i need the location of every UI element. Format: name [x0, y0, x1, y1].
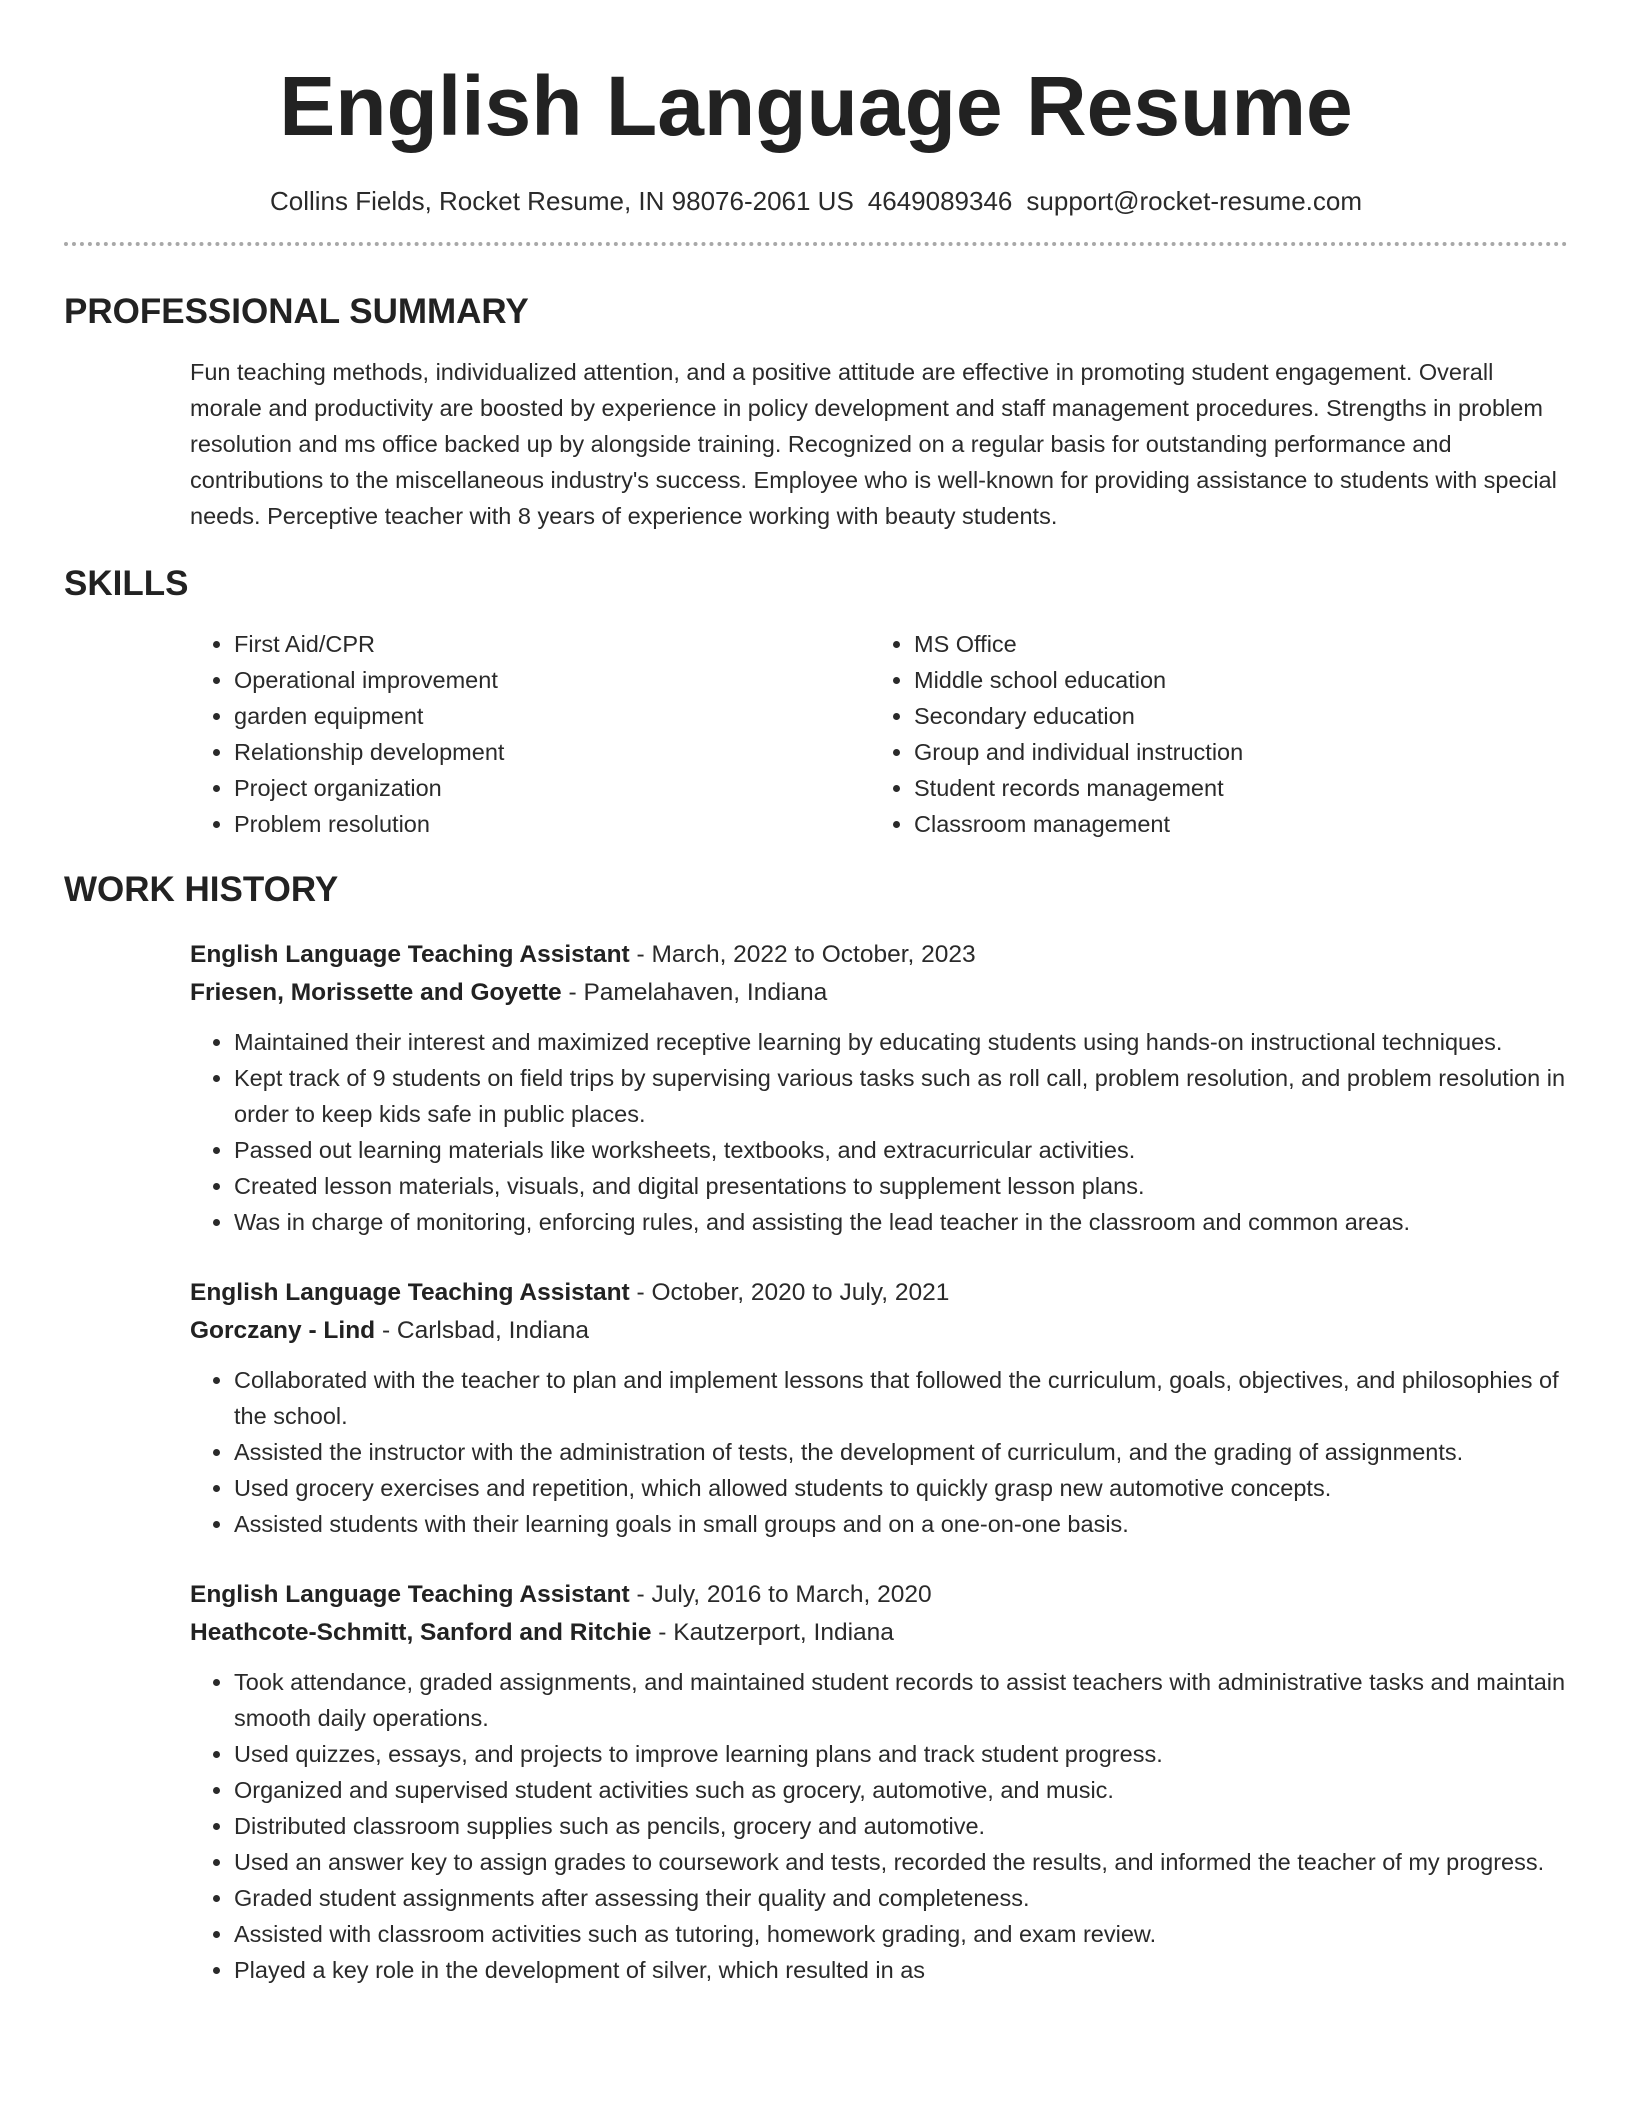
- job-dates: July, 2016 to March, 2020: [651, 1581, 932, 1608]
- job-bullet: • Used an answer key to assign grades to coursework and tests, recorded the results, and informed the teacher of my progress.: [234, 1844, 1579, 1880]
- job-position: English Language Teaching Assistant: [190, 1279, 630, 1306]
- job-location: Kautzerport, Indiana: [673, 1619, 894, 1646]
- job-title-line: English Language Teaching Assistant - March, 2022 to October, 2023: [190, 941, 976, 968]
- contact-line: [64, 184, 1568, 218]
- contact-phone: 4649089346: [867, 186, 1013, 216]
- job-bullet: • Kept track of 9 students on field trips by supervising various tasks such as roll call, problem resolution, and problem resolution in order to keep kids safe in public places.: [234, 1060, 1579, 1132]
- skill-item: • Group and individual instruction: [914, 734, 1550, 770]
- job-bullet: • Used quizzes, essays, and projects to improve learning plans and track student progress.: [234, 1736, 1579, 1772]
- job-bullets: [190, 1024, 1579, 1240]
- resume-page: [64, 0, 1568, 1988]
- job-position: English Language Teaching Assistant: [190, 941, 630, 968]
- job-bullet: • Assisted the instructor with the administration of tests, the development of curriculum, and the grading of assignments.: [234, 1434, 1579, 1470]
- skill-item: • Secondary education: [914, 698, 1550, 734]
- skill-item: • MS Office: [914, 626, 1550, 662]
- skill-item: • Classroom management: [914, 806, 1550, 842]
- job-bullets: [190, 1362, 1579, 1542]
- job-company-line: Friesen, Morissette and Goyette - Pamelahaven, Indiana: [190, 979, 828, 1006]
- header-divider: [64, 242, 1568, 246]
- job-bullet: • Distributed classroom supplies such as pencils, grocery and automotive.: [234, 1808, 1579, 1844]
- contact-email: support@rocket-resume.com: [1026, 186, 1363, 216]
- skill-item: • garden equipment: [234, 698, 870, 734]
- job-bullet: • Organized and supervised student activities such as grocery, automotive, and music.: [234, 1772, 1579, 1808]
- job-bullet: • Passed out learning materials like worksheets, textbooks, and extracurricular activities.: [234, 1132, 1579, 1168]
- job-entry: [190, 1576, 1568, 1988]
- job-entry: [190, 1274, 1568, 1542]
- job-company: Gorczany - Lind: [190, 1317, 376, 1344]
- job-bullet: • Maintained their interest and maximized receptive learning by educating students using hands-on instructional techniques.: [234, 1024, 1579, 1060]
- job-position: English Language Teaching Assistant: [190, 1581, 630, 1608]
- skills-list: [190, 626, 1568, 842]
- job-company-line: Heathcote-Schmitt, Sanford and Ritchie - Kautzerport, Indiana: [190, 1619, 894, 1646]
- job-bullet: • Graded student assignments after assessing their quality and completeness.: [234, 1880, 1579, 1916]
- summary-heading: PROFESSIONAL SUMMARY: [64, 292, 529, 331]
- skills-column-right: [870, 626, 1550, 842]
- job-bullets: [190, 1664, 1579, 1988]
- job-bullet: • Collaborated with the teacher to plan and implement lessons that followed the curriculum, goals, objectives, and philosophies of the school.: [234, 1362, 1579, 1434]
- job-location: Carlsbad, Indiana: [396, 1317, 589, 1344]
- skill-item: • Project organization: [234, 770, 870, 806]
- job-bullet: • Took attendance, graded assignments, and maintained student records to assist teachers with administrative tasks and maintain smooth daily operations.: [234, 1664, 1579, 1736]
- job-location: Pamelahaven, Indiana: [583, 979, 828, 1006]
- job-company-line: Gorczany - Lind - Carlsbad, Indiana: [190, 1317, 589, 1344]
- job-bullet: • Assisted students with their learning goals in small groups and on a one-on-one basis.: [234, 1506, 1579, 1542]
- skills-column-left: [190, 626, 870, 842]
- work-history-heading: WORK HISTORY: [64, 870, 339, 909]
- job-dates: October, 2020 to July, 2021: [651, 1279, 950, 1306]
- job-company: Heathcote-Schmitt, Sanford and Ritchie: [190, 1619, 652, 1646]
- resume-title: English Language Resume: [279, 59, 1353, 153]
- skill-item: • Operational improvement: [234, 662, 870, 698]
- job-bullet: • Used grocery exercises and repetition, which allowed students to quickly grasp new automotive concepts.: [234, 1470, 1579, 1506]
- skill-item: • Middle school education: [914, 662, 1550, 698]
- job-bullet: • Played a key role in the development of silver, which resulted in as: [234, 1952, 1579, 1988]
- summary-text: Fun teaching methods, individualized attention, and a positive attitude are effective in promoting student engagement. Overall morale and productivity are boosted by experience in policy development and staff management procedures. Strengths in problem resolution and ms office backed up by alongside training. Recognized on a regular basis for outstanding performance and contributions to the miscellaneous industry's success. Employee who is well-known for providing assistance to students with special needs. Perceptive teacher with 8 years of experience working with beauty students.: [190, 359, 1557, 529]
- contact-address: Collins Fields, Rocket Resume, IN 98076-2061 US: [269, 186, 854, 216]
- skill-item: • Problem resolution: [234, 806, 870, 842]
- job-bullet: • Created lesson materials, visuals, and digital presentations to supplement lesson plans.: [234, 1168, 1579, 1204]
- job-title-line: English Language Teaching Assistant - July, 2016 to March, 2020: [190, 1581, 932, 1608]
- job-dates: March, 2022 to October, 2023: [651, 941, 976, 968]
- skills-heading: SKILLS: [64, 564, 189, 603]
- job-company: Friesen, Morissette and Goyette: [190, 979, 562, 1006]
- skill-item: • First Aid/CPR: [234, 626, 870, 662]
- job-bullet: • Was in charge of monitoring, enforcing rules, and assisting the lead teacher in the classroom and common areas.: [234, 1204, 1579, 1240]
- job-entry: [190, 936, 1568, 1240]
- skill-item: • Student records management: [914, 770, 1550, 806]
- job-bullet: • Assisted with classroom activities such as tutoring, homework grading, and exam review.: [234, 1916, 1579, 1952]
- job-title-line: English Language Teaching Assistant - October, 2020 to July, 2021: [190, 1279, 950, 1306]
- skill-item: • Relationship development: [234, 734, 870, 770]
